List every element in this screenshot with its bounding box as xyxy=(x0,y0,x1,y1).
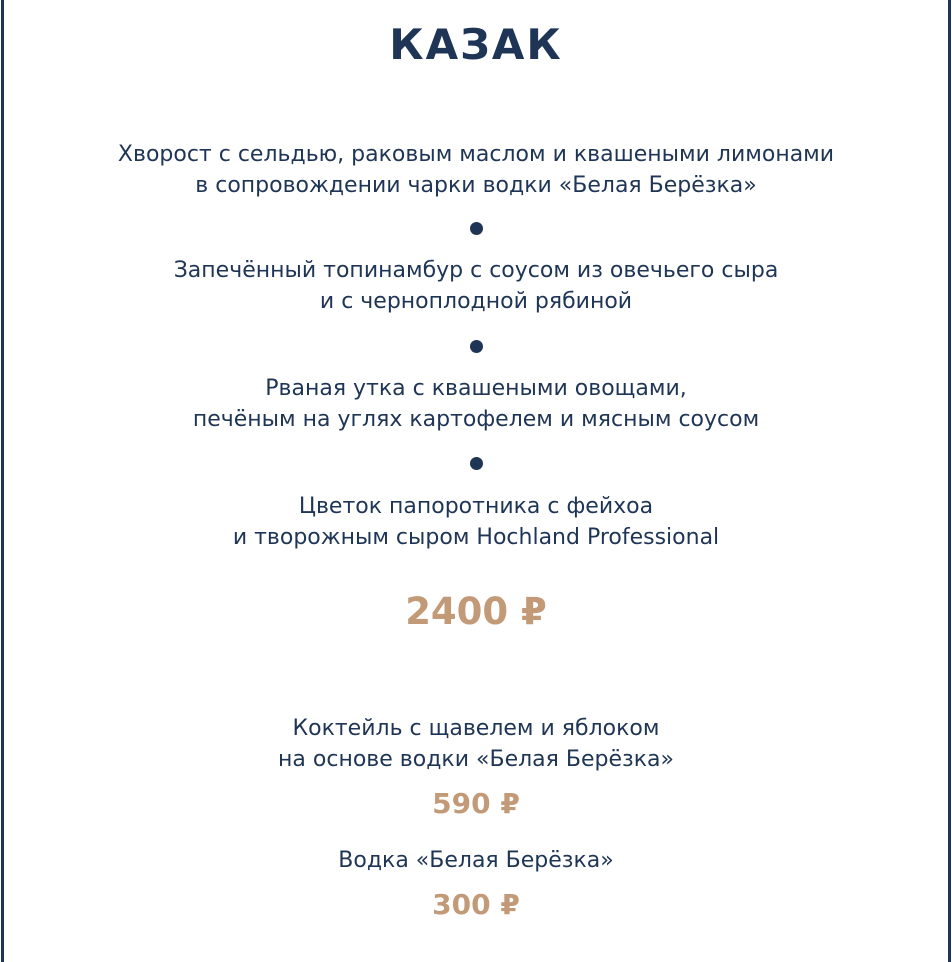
bullet-separator xyxy=(470,340,483,353)
menu-title: КАЗАК xyxy=(389,20,563,69)
cocktail xyxy=(0,713,952,775)
vodka xyxy=(0,845,952,876)
dish-4-line-1: Цветок папоротника с фейхоа xyxy=(298,494,654,519)
dish-3-line-2: печёным на углях картофелем и мясным соусом xyxy=(192,407,760,432)
dish-4 xyxy=(0,491,952,553)
vodka-price: 300 ₽ xyxy=(432,888,520,921)
dish-2 xyxy=(0,255,952,317)
cocktail-line-1: Коктейль с щавелем и яблоком xyxy=(292,716,660,741)
bullet-separator xyxy=(470,222,483,235)
dish-2-line-2: и с черноплодной рябиной xyxy=(319,289,633,314)
dish-1 xyxy=(0,139,952,201)
set-price: 2400 ₽ xyxy=(405,590,547,633)
cocktail-line-2: на основе водки «Белая Берёзка» xyxy=(278,747,674,772)
dish-1-line-2: в сопровождении чарки водки «Белая Берёзка» xyxy=(195,173,757,198)
bullet-separator xyxy=(470,457,483,470)
dish-3-line-1: Рваная утка с квашеными овощами, xyxy=(265,376,687,401)
vodka-name: Водка «Белая Берёзка» xyxy=(338,848,614,873)
dish-1-line-1: Хворост с сельдью, раковым маслом и квашеными лимонами xyxy=(117,142,835,167)
dish-4-line-2: и творожным сыром Hochland Professional xyxy=(232,525,720,550)
dish-3 xyxy=(0,373,952,435)
cocktail-price: 590 ₽ xyxy=(432,787,520,820)
dish-2-line-1: Запечённый топинамбур с соусом из овечьего сыра xyxy=(173,258,779,283)
